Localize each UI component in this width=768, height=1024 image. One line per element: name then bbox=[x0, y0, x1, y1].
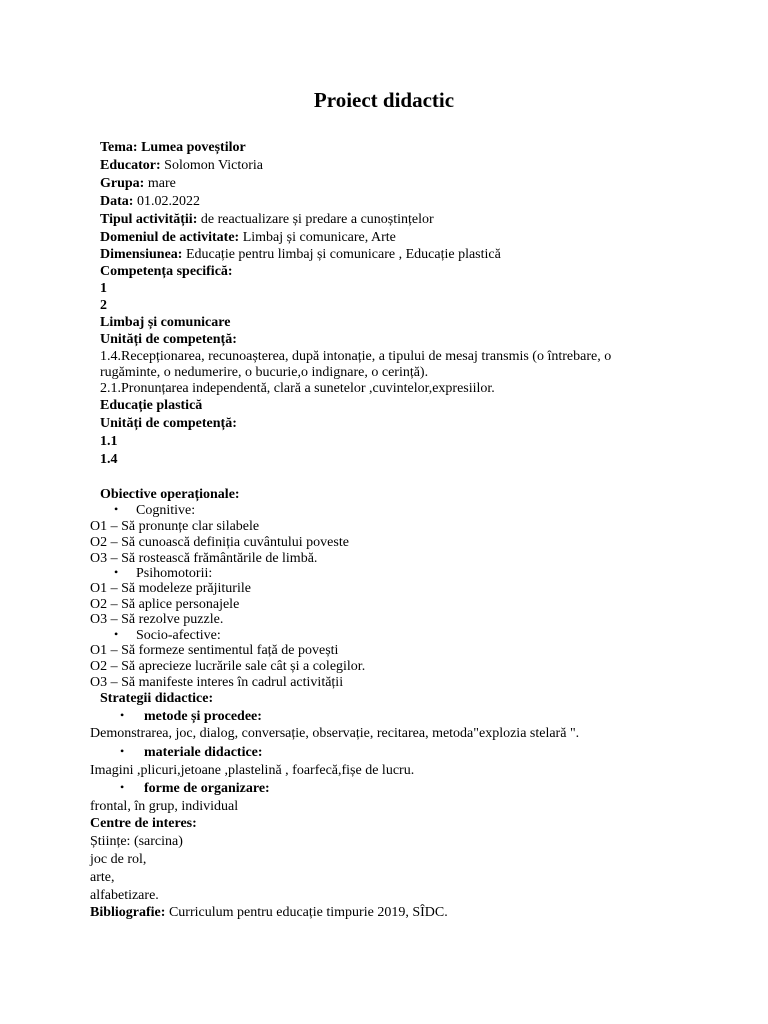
competenta-label: Competența specifică: bbox=[100, 264, 233, 279]
competenta-2: 2 bbox=[100, 298, 107, 313]
bullet-icon: • bbox=[114, 627, 119, 641]
forme-label: forme de organizare: bbox=[144, 781, 270, 796]
competenta-1: 1 bbox=[100, 281, 107, 296]
plastica-unitate-1: 1.1 bbox=[100, 434, 118, 449]
tema-value: Lumea poveștilor bbox=[141, 140, 246, 155]
limbaj-unitate-2: 2.1.Pronunțarea independentă, clară a sunetelor ,cuvintelor,expresiilor. bbox=[100, 381, 495, 396]
data-label: Data: bbox=[100, 194, 134, 209]
bibliografie-text: Curriculum pentru educație timpurie 2019, SÎDC. bbox=[168, 905, 448, 920]
strategii-heading: Strategii didactice: bbox=[100, 691, 214, 706]
dimensiunea-label: Dimensiunea: bbox=[100, 247, 183, 262]
metode-label: metode și procedee: bbox=[144, 709, 262, 724]
bibliografie-label: Bibliografie: bbox=[90, 905, 166, 920]
data-value: 01.02.2022 bbox=[136, 194, 200, 209]
obiectiv-cognitiv-3: O3 – Să rostească frământările de limbă. bbox=[90, 551, 318, 566]
centru-3: arte, bbox=[90, 870, 115, 885]
domeniul-value: Limbaj și comunicare, Arte bbox=[242, 230, 396, 245]
obiectiv-cognitiv-2: O2 – Să cunoască definiția cuvântului poveste bbox=[90, 535, 349, 550]
limbaj-unitati-label: Unități de competență: bbox=[100, 332, 237, 347]
data-row bbox=[100, 193, 200, 210]
dimensiunea-value: Educație pentru limbaj și comunicare , Educație plastică bbox=[185, 247, 501, 262]
bullet-icon: • bbox=[114, 502, 119, 516]
obiective-heading: Obiective operaționale: bbox=[100, 487, 240, 502]
centre-heading: Centre de interes: bbox=[90, 816, 197, 831]
metode-text: Demonstrarea, joc, dialog, conversație, observație, recitarea, metoda"explozia stelară ". bbox=[90, 726, 580, 741]
psihomotorii-label: Psihomotorii: bbox=[136, 566, 213, 581]
document-title: Proiect didactic bbox=[313, 88, 455, 112]
tipul-row bbox=[100, 211, 434, 228]
obiectiv-cognitiv-1: O1 – Să pronunțe clar silabele bbox=[90, 519, 260, 534]
bibliografie-row bbox=[90, 904, 448, 921]
obiectiv-psihomotor-2: O2 – Să aplice personajele bbox=[90, 597, 240, 612]
materiale-label: materiale didactice: bbox=[144, 745, 263, 760]
plastica-unitati-label: Unități de competență: bbox=[100, 416, 237, 431]
centru-2: joc de rol, bbox=[90, 852, 147, 867]
obiectiv-socio-2: O2 – Să aprecieze lucrările sale cât și a colegilor. bbox=[90, 659, 366, 674]
educator-row bbox=[100, 157, 263, 174]
grupa-value: mare bbox=[147, 176, 176, 191]
tipul-value: de reactualizare și predare a cunoștințelor bbox=[200, 212, 434, 227]
domeniul-row bbox=[100, 229, 396, 246]
forme-text: frontal, în grup, individual bbox=[90, 799, 239, 814]
tema-row bbox=[100, 139, 246, 156]
bullet-icon: • bbox=[120, 780, 125, 794]
obiectiv-psihomotor-3: O3 – Să rezolve puzzle. bbox=[90, 612, 224, 627]
centru-4: alfabetizare. bbox=[90, 888, 159, 903]
dimensiunea-row bbox=[100, 246, 501, 263]
obiectiv-socio-3: O3 – Să manifeste interes în cadrul activității bbox=[90, 675, 344, 690]
materiale-text: Imagini ,plicuri,jetoane ,plastelină , foarfecă,fișe de lucru. bbox=[90, 763, 415, 778]
educator-label: Educator: bbox=[100, 158, 161, 173]
grupa-row bbox=[100, 175, 176, 192]
limbaj-unitate-1-line-2: rugăminte, o nedumerire, o bucurie,o indignare, o cerință). bbox=[100, 365, 429, 380]
bullet-icon: • bbox=[120, 744, 125, 758]
cognitive-label: Cognitive: bbox=[136, 503, 196, 518]
limbaj-heading: Limbaj și comunicare bbox=[100, 315, 231, 330]
plastica-unitate-2: 1.4 bbox=[100, 452, 118, 467]
socio-afective-label: Socio-afective: bbox=[136, 628, 221, 643]
obiectiv-psihomotor-1: O1 – Să modeleze prăjiturile bbox=[90, 581, 251, 596]
grupa-label: Grupa: bbox=[100, 176, 145, 191]
tipul-label: Tipul activității: bbox=[100, 212, 198, 227]
bullet-icon: • bbox=[120, 708, 125, 722]
bullet-icon: • bbox=[114, 565, 119, 579]
domeniul-label: Domeniul de activitate: bbox=[100, 230, 240, 245]
plastica-heading: Educație plastică bbox=[100, 398, 203, 413]
educator-value: Solomon Victoria bbox=[164, 158, 264, 173]
tema-label: Tema: bbox=[100, 140, 138, 155]
limbaj-unitate-1-line-1: 1.4.Recepționarea, recunoașterea, după intonație, a tipului de mesaj transmis (o întrebare, o bbox=[100, 349, 612, 364]
centru-1: Științe: (sarcina) bbox=[90, 834, 183, 849]
obiectiv-socio-1: O1 – Să formeze sentimentul față de povești bbox=[90, 643, 339, 658]
